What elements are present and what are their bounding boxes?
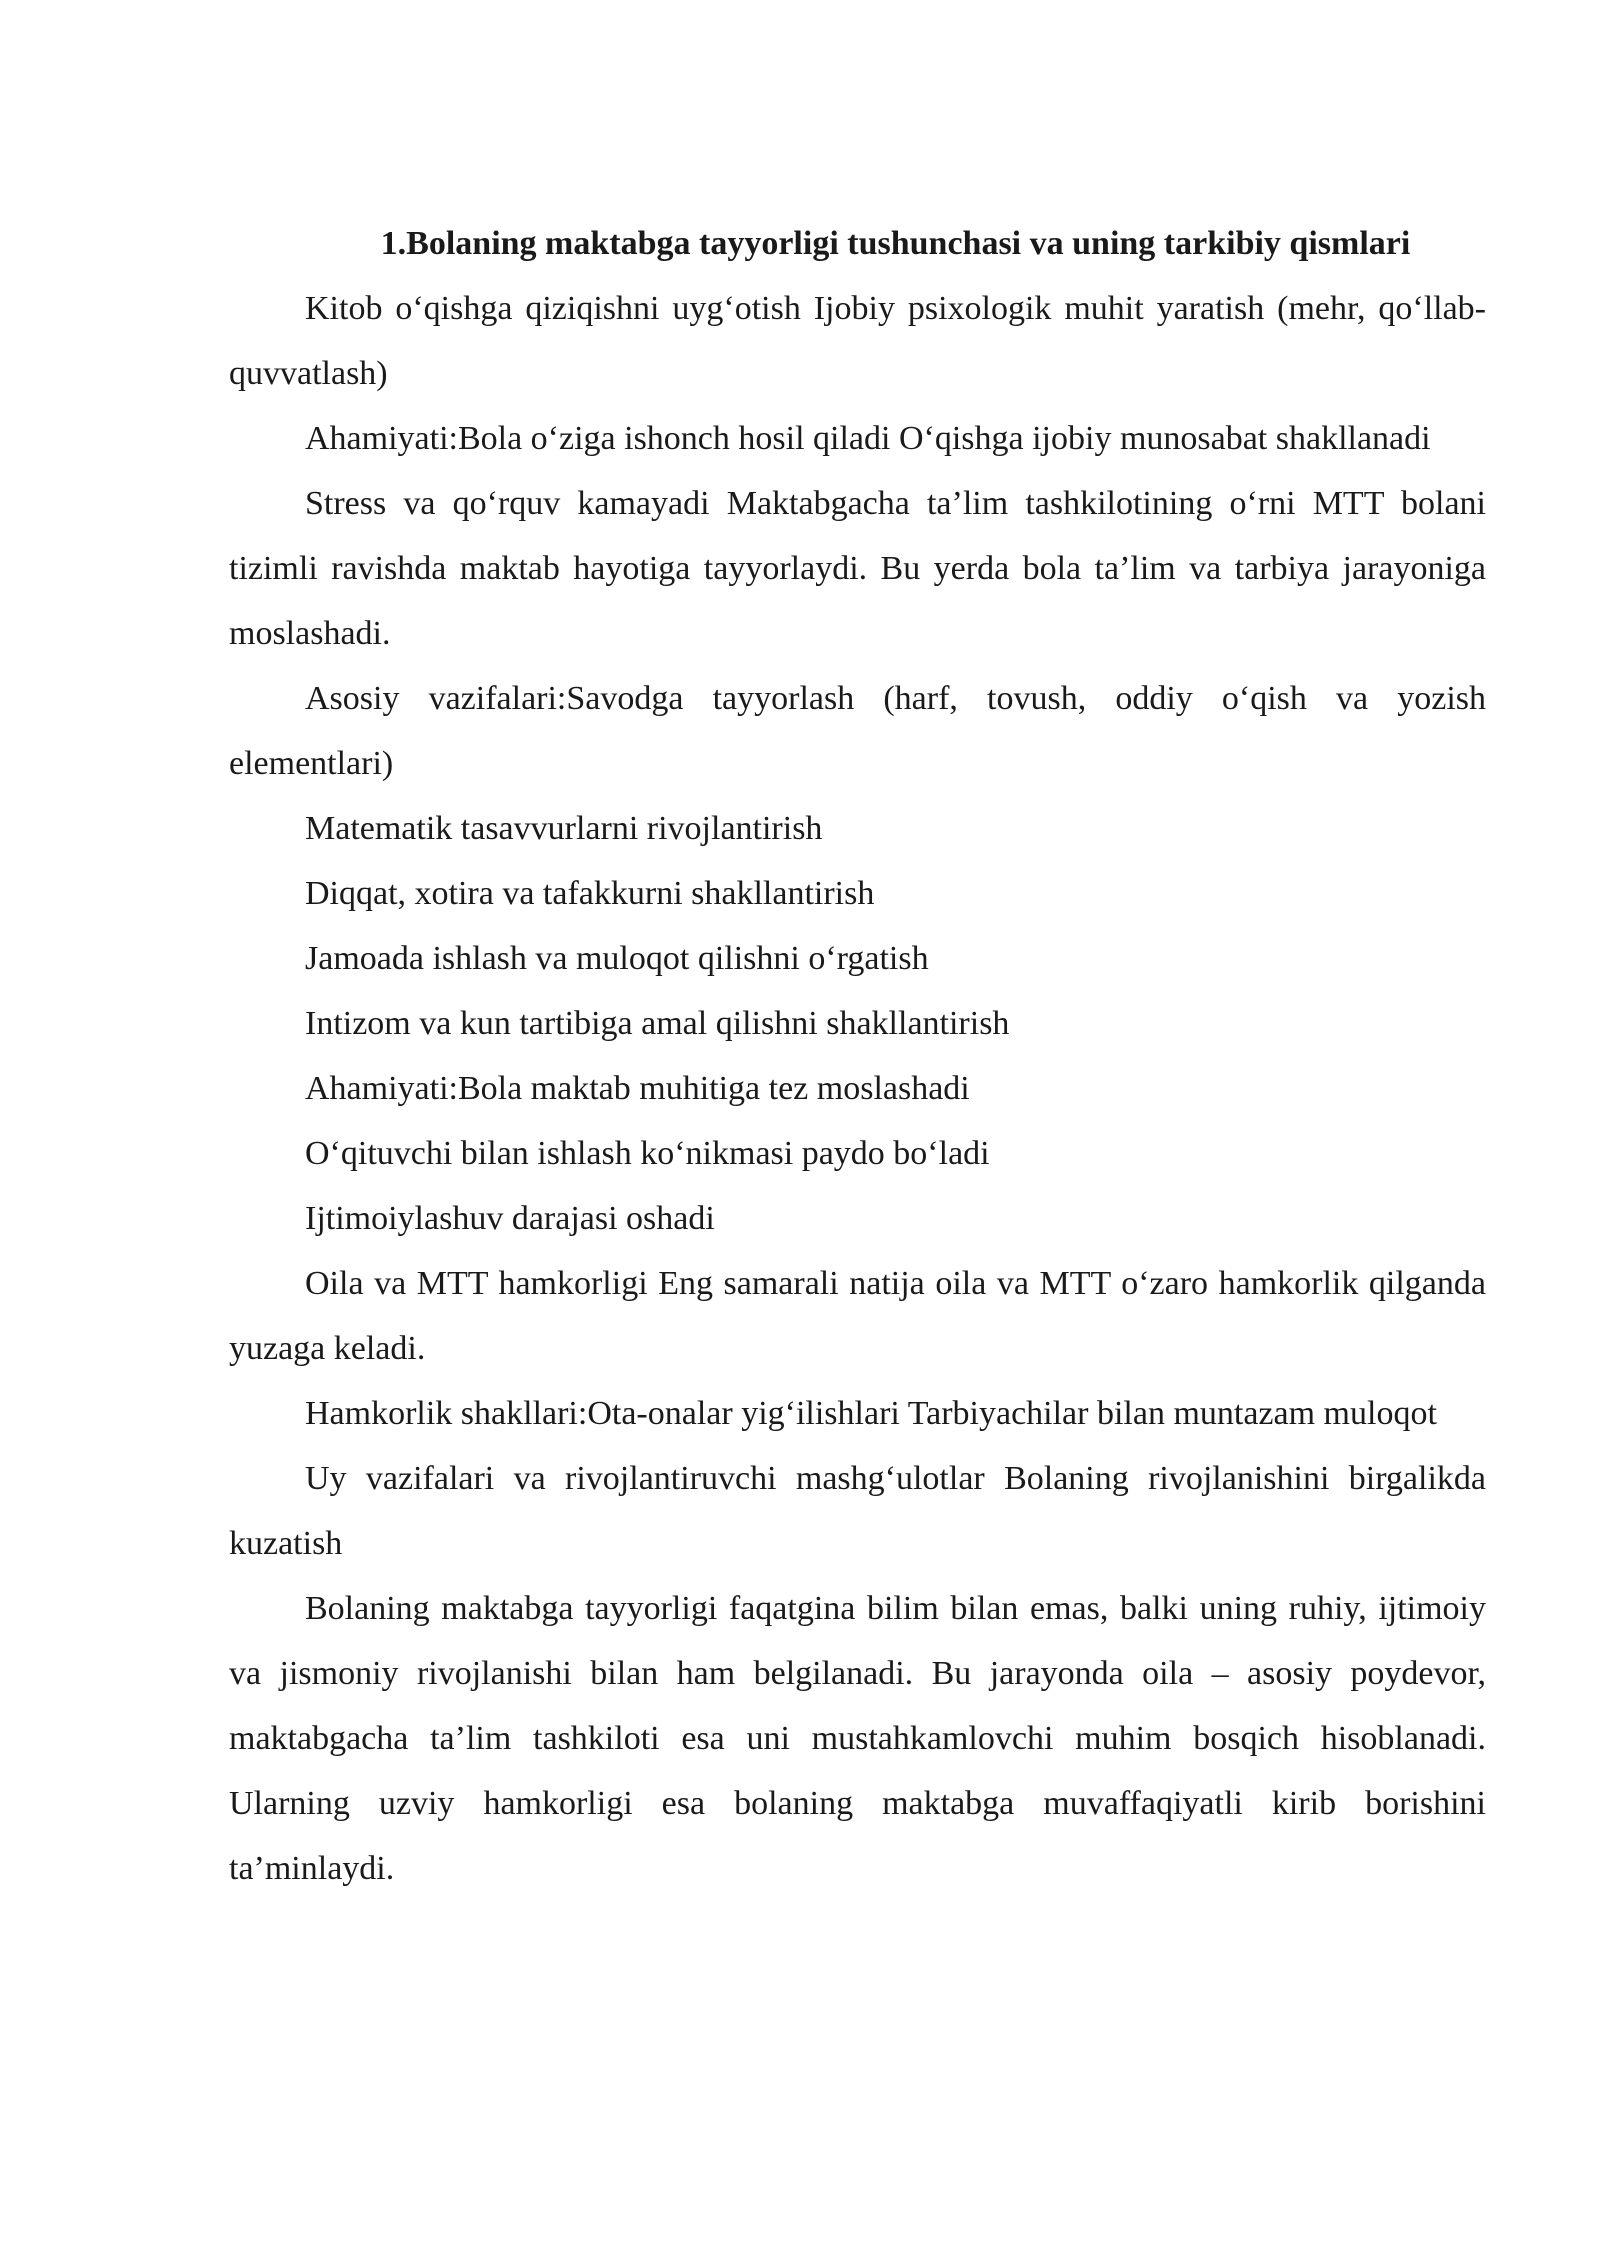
paragraph: Asosiy vazifalari:Savodga tayyorlash (harf, tovush, oddiy o‘qish va yozish elementlari) [229,680,1486,782]
list-item: Ijtimoiylashuv darajasi oshadi [305,1200,715,1237]
paragraph: Hamkorlik shakllari:Ota-onalar yig‘ilishlari Tarbiyachilar bilan muntazam muloqot [305,1395,1437,1432]
list-item: O‘qituvchi bilan ishlash ko‘nikmasi paydo bo‘ladi [305,1135,990,1172]
list-item: Intizom va kun tartibiga amal qilishni shakllantirish [305,1005,1010,1042]
list-item: Matematik tasavvurlarni rivojlantirish [305,810,823,847]
paragraph: Bolaning maktabga tayyorligi faqatgina bilim bilan emas, balki uning ruhiy, ijtimoiy va jismoniy rivojlanishi bilan ham belgilanadi. Bu jarayonda oila – asosiy poydevor, maktabgacha ta’lim tashkiloti esa uni mustahkamlovchi muhim bosqich hisoblanadi. Ularning uzviy hamkorligi esa bolaning maktabga muvaffaqiyatli kirib borishini ta’minlaydi. [229,1590,1486,1887]
section-heading: 1.Bolaning maktabga tayyorligi tushunchasi va uning tarkibiy qismlari [380,225,1411,262]
paragraph: Stress va qo‘rquv kamayadi Maktabgacha ta’lim tashkilotining o‘rni MTT bolani tizimli ravishda maktab hayotiga tayyorlaydi. Bu yerda bola ta’lim va tarbiya jarayoniga moslashadi. [229,485,1486,652]
document-body [229,211,1486,1901]
paragraph: Ahamiyati:Bola o‘ziga ishonch hosil qiladi O‘qishga ijobiy munosabat shakllanadi [305,420,1431,457]
list-item: Diqqat, xotira va tafakkurni shakllantirish [305,875,875,912]
paragraph: Oila va MTT hamkorligi Eng samarali natija oila va MTT o‘zaro hamkorlik qilganda yuzaga keladi. [229,1265,1486,1367]
list-item: Ahamiyati:Bola maktab muhitiga tez moslashadi [305,1070,970,1107]
paragraph: Uy vazifalari va rivojlantiruvchi mashg‘ulotlar Bolaning rivojlanishini birgalikda kuzatish [229,1460,1486,1562]
paragraph: Kitob o‘qishga qiziqishni uyg‘otish Ijobiy psixologik muhit yaratish (mehr, qo‘llab-quvvatlash) [229,290,1486,392]
list-item: Jamoada ishlash va muloqot qilishni o‘rgatish [305,940,929,977]
